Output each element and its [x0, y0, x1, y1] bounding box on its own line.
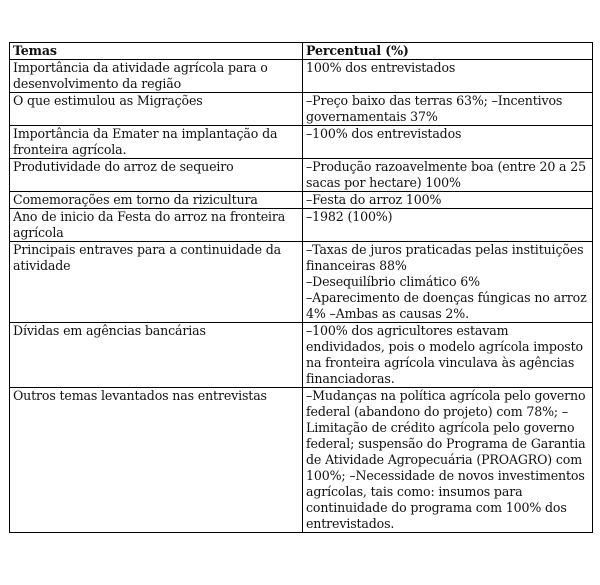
table-row [10, 93, 593, 126]
header-percent: Percentual (%) [303, 43, 593, 60]
table-row [10, 126, 593, 159]
row-value [303, 323, 593, 388]
table-row [10, 323, 593, 388]
table-row [10, 209, 593, 242]
value-line: 100% dos entrevistados [306, 60, 456, 75]
row-topic: Importância da atividade agrícola para o desenvolvimento da região [10, 60, 303, 93]
survey-results-table [9, 42, 593, 533]
table-row [10, 60, 593, 93]
row-value [303, 126, 593, 159]
row-value [303, 388, 593, 533]
header-topic: Temas [10, 43, 303, 60]
value-line: –Mudanças na política agrícola pelo governo federal (abandono do projeto) com 78%; –Limitação de crédito agrícola pelo governo federal; suspensão do Programa de Garantia de Atividade Agropecuária (PROAGRO) com 100%; –Necessidade de novos investimentos agrícolas, tais como: insumos para continuidade do programa com 100% dos entrevistados. [306, 388, 586, 531]
value-line: –Produção razoavelmente boa (entre 20 a 25 sacas por hectare) 100% [306, 159, 586, 190]
value-line: –100% dos agricultores estavam endividados, pois o modelo agrícola imposto na fronteira agrícola vinculava às agências financiadoras. [306, 323, 583, 386]
row-topic: O que estimulou as Migrações [10, 93, 303, 126]
row-topic: Dívidas em agências bancárias [10, 323, 303, 388]
row-topic: Principais entraves para a continuidade da atividade [10, 242, 303, 323]
value-line: –Aparecimento de doenças fúngicas no arroz 4% –Ambas as causas 2%. [306, 290, 587, 321]
value-line: –Preço baixo das terras 63%; –Incentivos governamentais 37% [306, 93, 563, 124]
value-line: –100% dos entrevistados [306, 126, 462, 141]
row-value [303, 192, 593, 209]
row-topic: Importância da Emater na implantação da fronteira agrícola. [10, 126, 303, 159]
table-row [10, 159, 593, 192]
table-row [10, 192, 593, 209]
row-value [303, 242, 593, 323]
value-line: –1982 (100%) [306, 209, 393, 224]
value-line: –Desequilíbrio climático 6% [306, 274, 480, 289]
row-topic: Outros temas levantados nas entrevistas [10, 388, 303, 533]
table-header-row [10, 43, 593, 60]
row-topic: Comemorações em torno da rizicultura [10, 192, 303, 209]
row-value [303, 159, 593, 192]
row-topic: Ano de inicio da Festa do arroz na fronteira agrícola [10, 209, 303, 242]
row-value [303, 60, 593, 93]
value-line: –Taxas de juros praticadas pelas instituições financeiras 88% [306, 242, 584, 273]
table-row [10, 242, 593, 323]
row-value [303, 93, 593, 126]
value-line: –Festa do arroz 100% [306, 192, 442, 207]
table-row [10, 388, 593, 533]
row-topic: Produtividade do arroz de sequeiro [10, 159, 303, 192]
row-value [303, 209, 593, 242]
